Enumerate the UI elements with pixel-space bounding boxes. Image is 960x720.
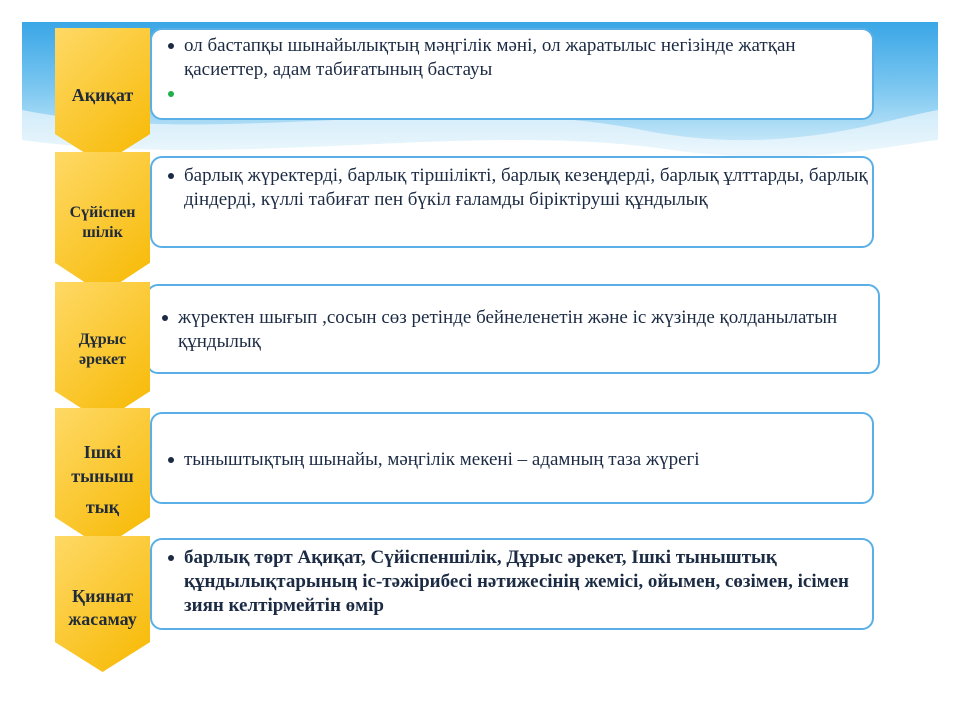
bullet-item: барлық төрт Ақиқат, Сүйіспеншілік, Дұрыс әрекет, Ішкі тыныштық құндылықтарының іс-тәжірибесі нәтижесінің жемісі, ойымен, сөзімен, ісімен зиян келтірмейтін өмір xyxy=(168,546,868,618)
bullet-list-suyispenshilik xyxy=(168,164,868,212)
chevron-label-durys-areket: Дұрыс әрекет xyxy=(78,331,127,368)
bullet-item: жүректен шығып ,сосын сөз ретінде бейнеленетін және іс жүзінде қолданылатын құндылық xyxy=(162,306,872,354)
bullet-list-kiyanat-zhasamau xyxy=(168,546,868,618)
bullet-item: ол бастапқы шынайылықтың мәңгілік мәні, ол жаратылыс негізінде жатқан қасиеттер, адам табиғатының бастауы xyxy=(168,34,858,82)
bullet-list-akikat xyxy=(168,34,858,106)
bullet-item: барлық жүректерді, барлық тіршілікті, барлық кезеңдерді, барлық ұлттарды, барлық діндерді, күллі табиғат пен бүкіл ғаламды біріктіруші құндылық xyxy=(168,164,868,212)
chevron-label-akikat: Ақиқат xyxy=(71,85,134,105)
bullet-list-ishki-tynyshtyk xyxy=(168,448,868,472)
chevron-label-ishki-tynyshtyk: Ішкі тыныш тық xyxy=(71,442,134,517)
bullet-item-empty xyxy=(168,82,858,106)
chevron-label-kiyanat-zhasamau: Қиянат жасамау xyxy=(68,586,137,629)
bullet-list-durys-areket xyxy=(162,306,872,354)
chevron-label-suyispenshilik: Сүйіспен шілік xyxy=(69,204,136,241)
bullet-item: тыныштықтың шынайы, мәңгілік мекені – адамның таза жүрегі xyxy=(168,448,868,472)
